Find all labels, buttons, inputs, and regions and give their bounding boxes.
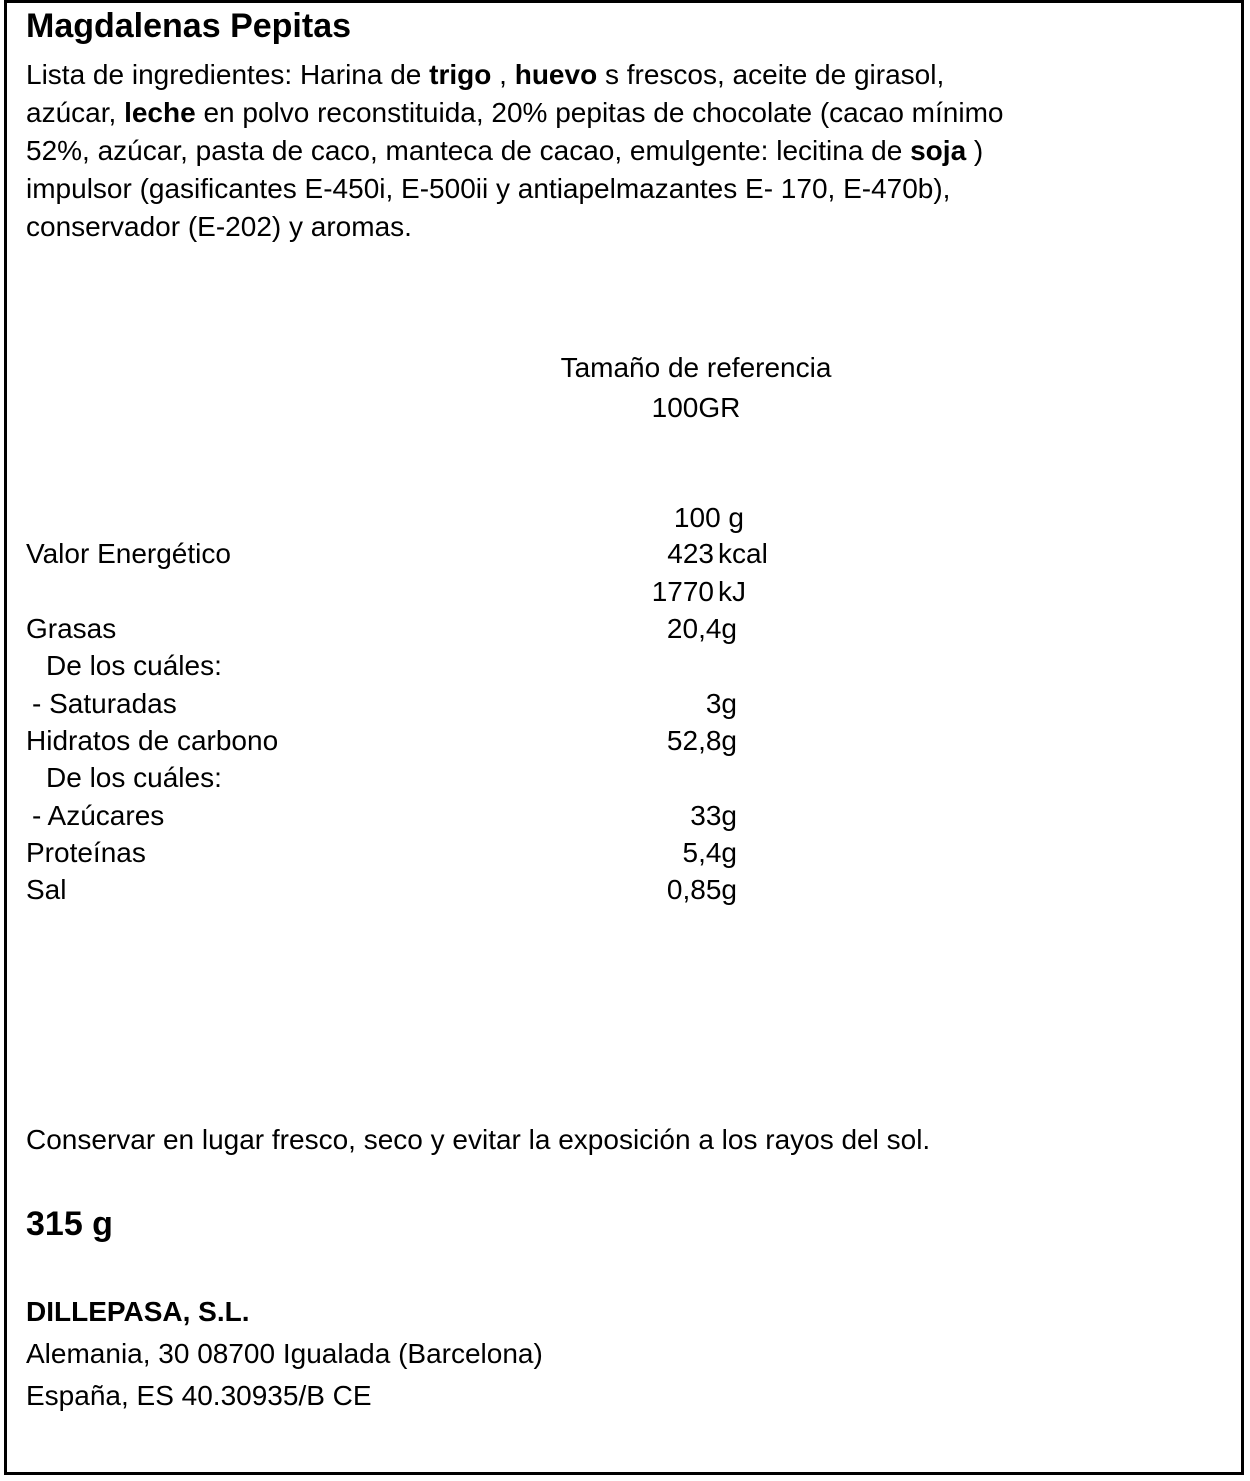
fat-label: Grasas [26, 613, 117, 644]
ingredients-line: impulsor (gasificantes E-450i, E-500ii y antiapelmazantes E- 170, E-470b), [26, 173, 951, 204]
energy-kcal-unit: kcal [718, 538, 768, 569]
ingredients-line: conservador (E-202) y aromas. [26, 211, 412, 242]
fat-value: 20,4g [666, 613, 737, 644]
ingredients-text: azúcar, [26, 97, 125, 128]
salt-value: 0,85g [666, 874, 737, 905]
allergen-milk: leche [124, 97, 196, 128]
sugars-value: 33g [690, 800, 737, 831]
ingredients-text: 52%, azúcar, pasta de caco, manteca de cacao, emulgente: lecitina de [26, 135, 911, 166]
carbs-value: 52,8g [666, 725, 737, 756]
net-weight: 315 g [26, 1205, 113, 1243]
protein-value: 5,4g [682, 837, 737, 868]
allergen-soy: soja [910, 135, 967, 166]
nutrition-column-header: 100 g [673, 502, 744, 533]
manufacturer-name: DILLEPASA, S.L. [26, 1296, 250, 1327]
ingredients-text: ) [966, 135, 984, 166]
ingredients-text: s frescos, aceite de girasol, [597, 59, 945, 90]
reference-size [540, 348, 852, 428]
protein-label: Proteínas [26, 837, 146, 868]
carbs-label: Hidratos de carbono [26, 725, 279, 756]
ingredients-text: en polvo reconstituida, 20% pepitas de chocolate (cacao mínimo [195, 97, 1004, 128]
ingredients-line [26, 132, 1226, 170]
energy-kj-value: 1770 [651, 576, 714, 607]
ingredients-text: Lista de ingredientes: Harina de [26, 59, 430, 90]
allergen-wheat: trigo [429, 59, 492, 90]
ingredients-line [26, 56, 1226, 94]
reference-size-value: 100GR [651, 392, 741, 423]
allergen-egg: huevo [514, 59, 598, 90]
energy-kj-unit: kJ [718, 576, 746, 607]
manufacturer-address-line2: España, ES 40.30935/B CE [26, 1380, 372, 1411]
ingredients-text: , [491, 59, 515, 90]
ingredients-line [26, 94, 1226, 132]
energy-label: Valor Energético [26, 538, 231, 569]
fat-sub-label: De los cuáles: [46, 650, 222, 681]
salt-label: Sal [26, 874, 67, 905]
carbs-sub-label: De los cuáles: [46, 762, 222, 793]
energy-kcal-value: 423 [667, 538, 714, 569]
manufacturer-address-line1: Alemania, 30 08700 Igualada (Barcelona) [26, 1338, 543, 1369]
saturated-label: - Saturadas [32, 688, 177, 719]
reference-size-label: Tamaño de referencia [560, 352, 832, 383]
ingredients-list [26, 56, 1226, 246]
product-title: Magdalenas Pepitas [26, 7, 352, 45]
sugars-label: - Azúcares [32, 800, 165, 831]
storage-instructions: Conservar en lugar fresco, seco y evitar la exposición a los rayos del sol. [26, 1124, 931, 1155]
saturated-value: 3g [705, 688, 737, 719]
